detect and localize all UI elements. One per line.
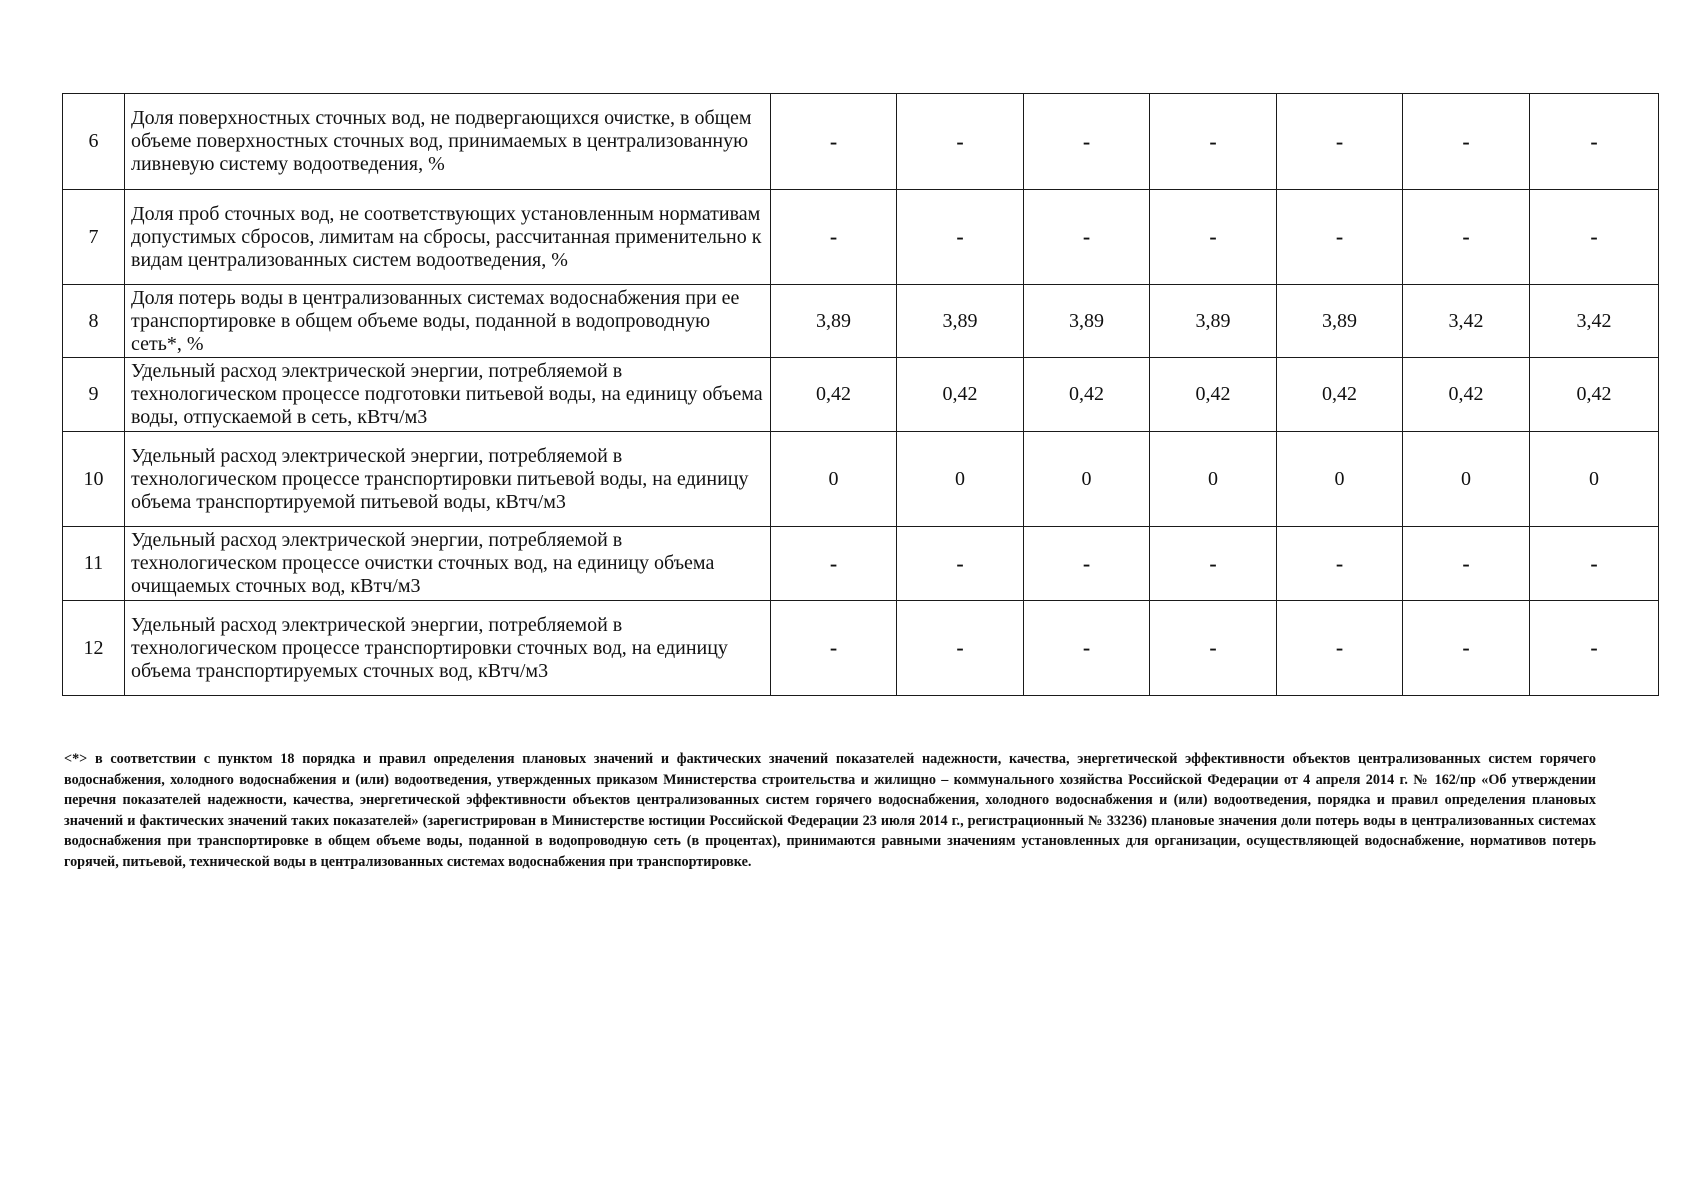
row-value: - — [771, 527, 897, 601]
row-value: - — [1403, 601, 1530, 696]
row-value: 0 — [771, 432, 897, 527]
row-number: 10 — [63, 432, 125, 527]
table-row — [63, 527, 1659, 601]
row-value: 0,42 — [1150, 358, 1277, 432]
row-description: Удельный расход электрической энергии, потребляемой в технологическом процессе очистки сточных вод, на единицу объема очищаемых сточных вод, кВтч/м3 — [125, 527, 771, 601]
row-value: - — [897, 601, 1024, 696]
row-value: - — [1150, 601, 1277, 696]
row-value: 0 — [1150, 432, 1277, 527]
table-row — [63, 432, 1659, 527]
row-value: - — [1024, 527, 1150, 601]
table-row — [63, 601, 1659, 696]
row-value: - — [1530, 601, 1659, 696]
row-value: 0,42 — [1530, 358, 1659, 432]
row-value: 3,89 — [1150, 285, 1277, 358]
row-value: - — [1277, 527, 1403, 601]
row-description: Удельный расход электрической энергии, потребляемой в технологическом процессе подготовки питьевой воды, на единицу объема воды, отпускаемой в сеть, кВтч/м3 — [125, 358, 771, 432]
row-value: - — [897, 190, 1024, 285]
row-value: - — [771, 190, 897, 285]
row-value: - — [1403, 527, 1530, 601]
row-value: 0,42 — [897, 358, 1024, 432]
row-value: - — [1403, 94, 1530, 190]
row-description: Доля проб сточных вод, не соответствующих установленным нормативам допустимых сбросов, лимитам на сбросы, рассчитанная применительно к видам централизованных систем водоотведения, % — [125, 190, 771, 285]
row-value: - — [1530, 190, 1659, 285]
row-number: 9 — [63, 358, 125, 432]
row-value: 0 — [1530, 432, 1659, 527]
row-value: - — [1530, 94, 1659, 190]
row-value: - — [1277, 190, 1403, 285]
row-value: 0 — [1024, 432, 1150, 527]
indicators-table — [62, 93, 1659, 696]
row-value: 0 — [1277, 432, 1403, 527]
row-value: 0,42 — [1277, 358, 1403, 432]
row-value: 3,42 — [1530, 285, 1659, 358]
row-description: Доля поверхностных сточных вод, не подвергающихся очистке, в общем объеме поверхностных сточных вод, принимаемых в централизованную ливневую систему водоотведения, % — [125, 94, 771, 190]
row-value: - — [771, 601, 897, 696]
row-value: 3,89 — [771, 285, 897, 358]
row-value: - — [1024, 190, 1150, 285]
table-row — [63, 285, 1659, 358]
row-value: - — [897, 527, 1024, 601]
row-value: - — [1277, 94, 1403, 190]
row-value: 0 — [1403, 432, 1530, 527]
row-value: 0 — [897, 432, 1024, 527]
row-value: 0,42 — [1403, 358, 1530, 432]
row-value: - — [1403, 190, 1530, 285]
row-description: Удельный расход электрической энергии, потребляемой в технологическом процессе транспортировки сточных вод, на единицу объема транспортируемых сточных вод, кВтч/м3 — [125, 601, 771, 696]
row-number: 7 — [63, 190, 125, 285]
row-value: 3,42 — [1403, 285, 1530, 358]
footnote-text: <*> в соответствии с пунктом 18 порядка и правил определения плановых значений и фактических значений показателей надежности, качества, энергетической эффективности объектов централизованных систем горячего водоснабжения, холодного водоснабжения и (или) водоотведения, утвержденных приказом Министерства строительства и жилищно – коммунального хозяйства Российской Федерации от 4 апреля 2014 г. № 162/пр «Об утверждении перечня показателей надежности, качества, энергетической эффективности объектов централизованных систем горячего водоснабжения, холодного водоснабжения и (или) водоотведения, порядка и правил определения плановых значений и фактических значений таких показателей» (зарегистрирован в Министерстве юстиции Российской Федерации 23 июля 2014 г., регистрационный № 33236) плановые значения доли потерь воды в централизованных системах водоснабжения при транспортировке в общем объеме воды, поданной в водопроводную сеть (в процентах), принимаются равными значениям установленных для организации, осуществляющей водоснабжение, нормативов потерь горячей, питьевой, технической воды в централизованных системах водоснабжения при транспортировке. — [64, 751, 1596, 870]
row-value: 3,89 — [1277, 285, 1403, 358]
row-value: - — [1150, 190, 1277, 285]
row-value: - — [1150, 94, 1277, 190]
row-description: Удельный расход электрической энергии, потребляемой в технологическом процессе транспортировки питьевой воды, на единицу объема транспортируемой питьевой воды, кВтч/м3 — [125, 432, 771, 527]
row-value: 3,89 — [897, 285, 1024, 358]
row-value: 3,89 — [1024, 285, 1150, 358]
row-value: - — [1150, 527, 1277, 601]
row-number: 11 — [63, 527, 125, 601]
row-description: Доля потерь воды в централизованных системах водоснабжения при ее транспортировке в общем объеме воды, поданной в водопроводную сеть*, % — [125, 285, 771, 358]
row-number: 12 — [63, 601, 125, 696]
table-row — [63, 358, 1659, 432]
row-value: - — [1277, 601, 1403, 696]
row-number: 8 — [63, 285, 125, 358]
row-number: 6 — [63, 94, 125, 190]
row-value: - — [771, 94, 897, 190]
row-value: - — [1024, 94, 1150, 190]
row-value: - — [1530, 527, 1659, 601]
row-value: 0,42 — [1024, 358, 1150, 432]
table-row — [63, 94, 1659, 190]
table-row — [63, 190, 1659, 285]
row-value: - — [897, 94, 1024, 190]
row-value: 0,42 — [771, 358, 897, 432]
row-value: - — [1024, 601, 1150, 696]
